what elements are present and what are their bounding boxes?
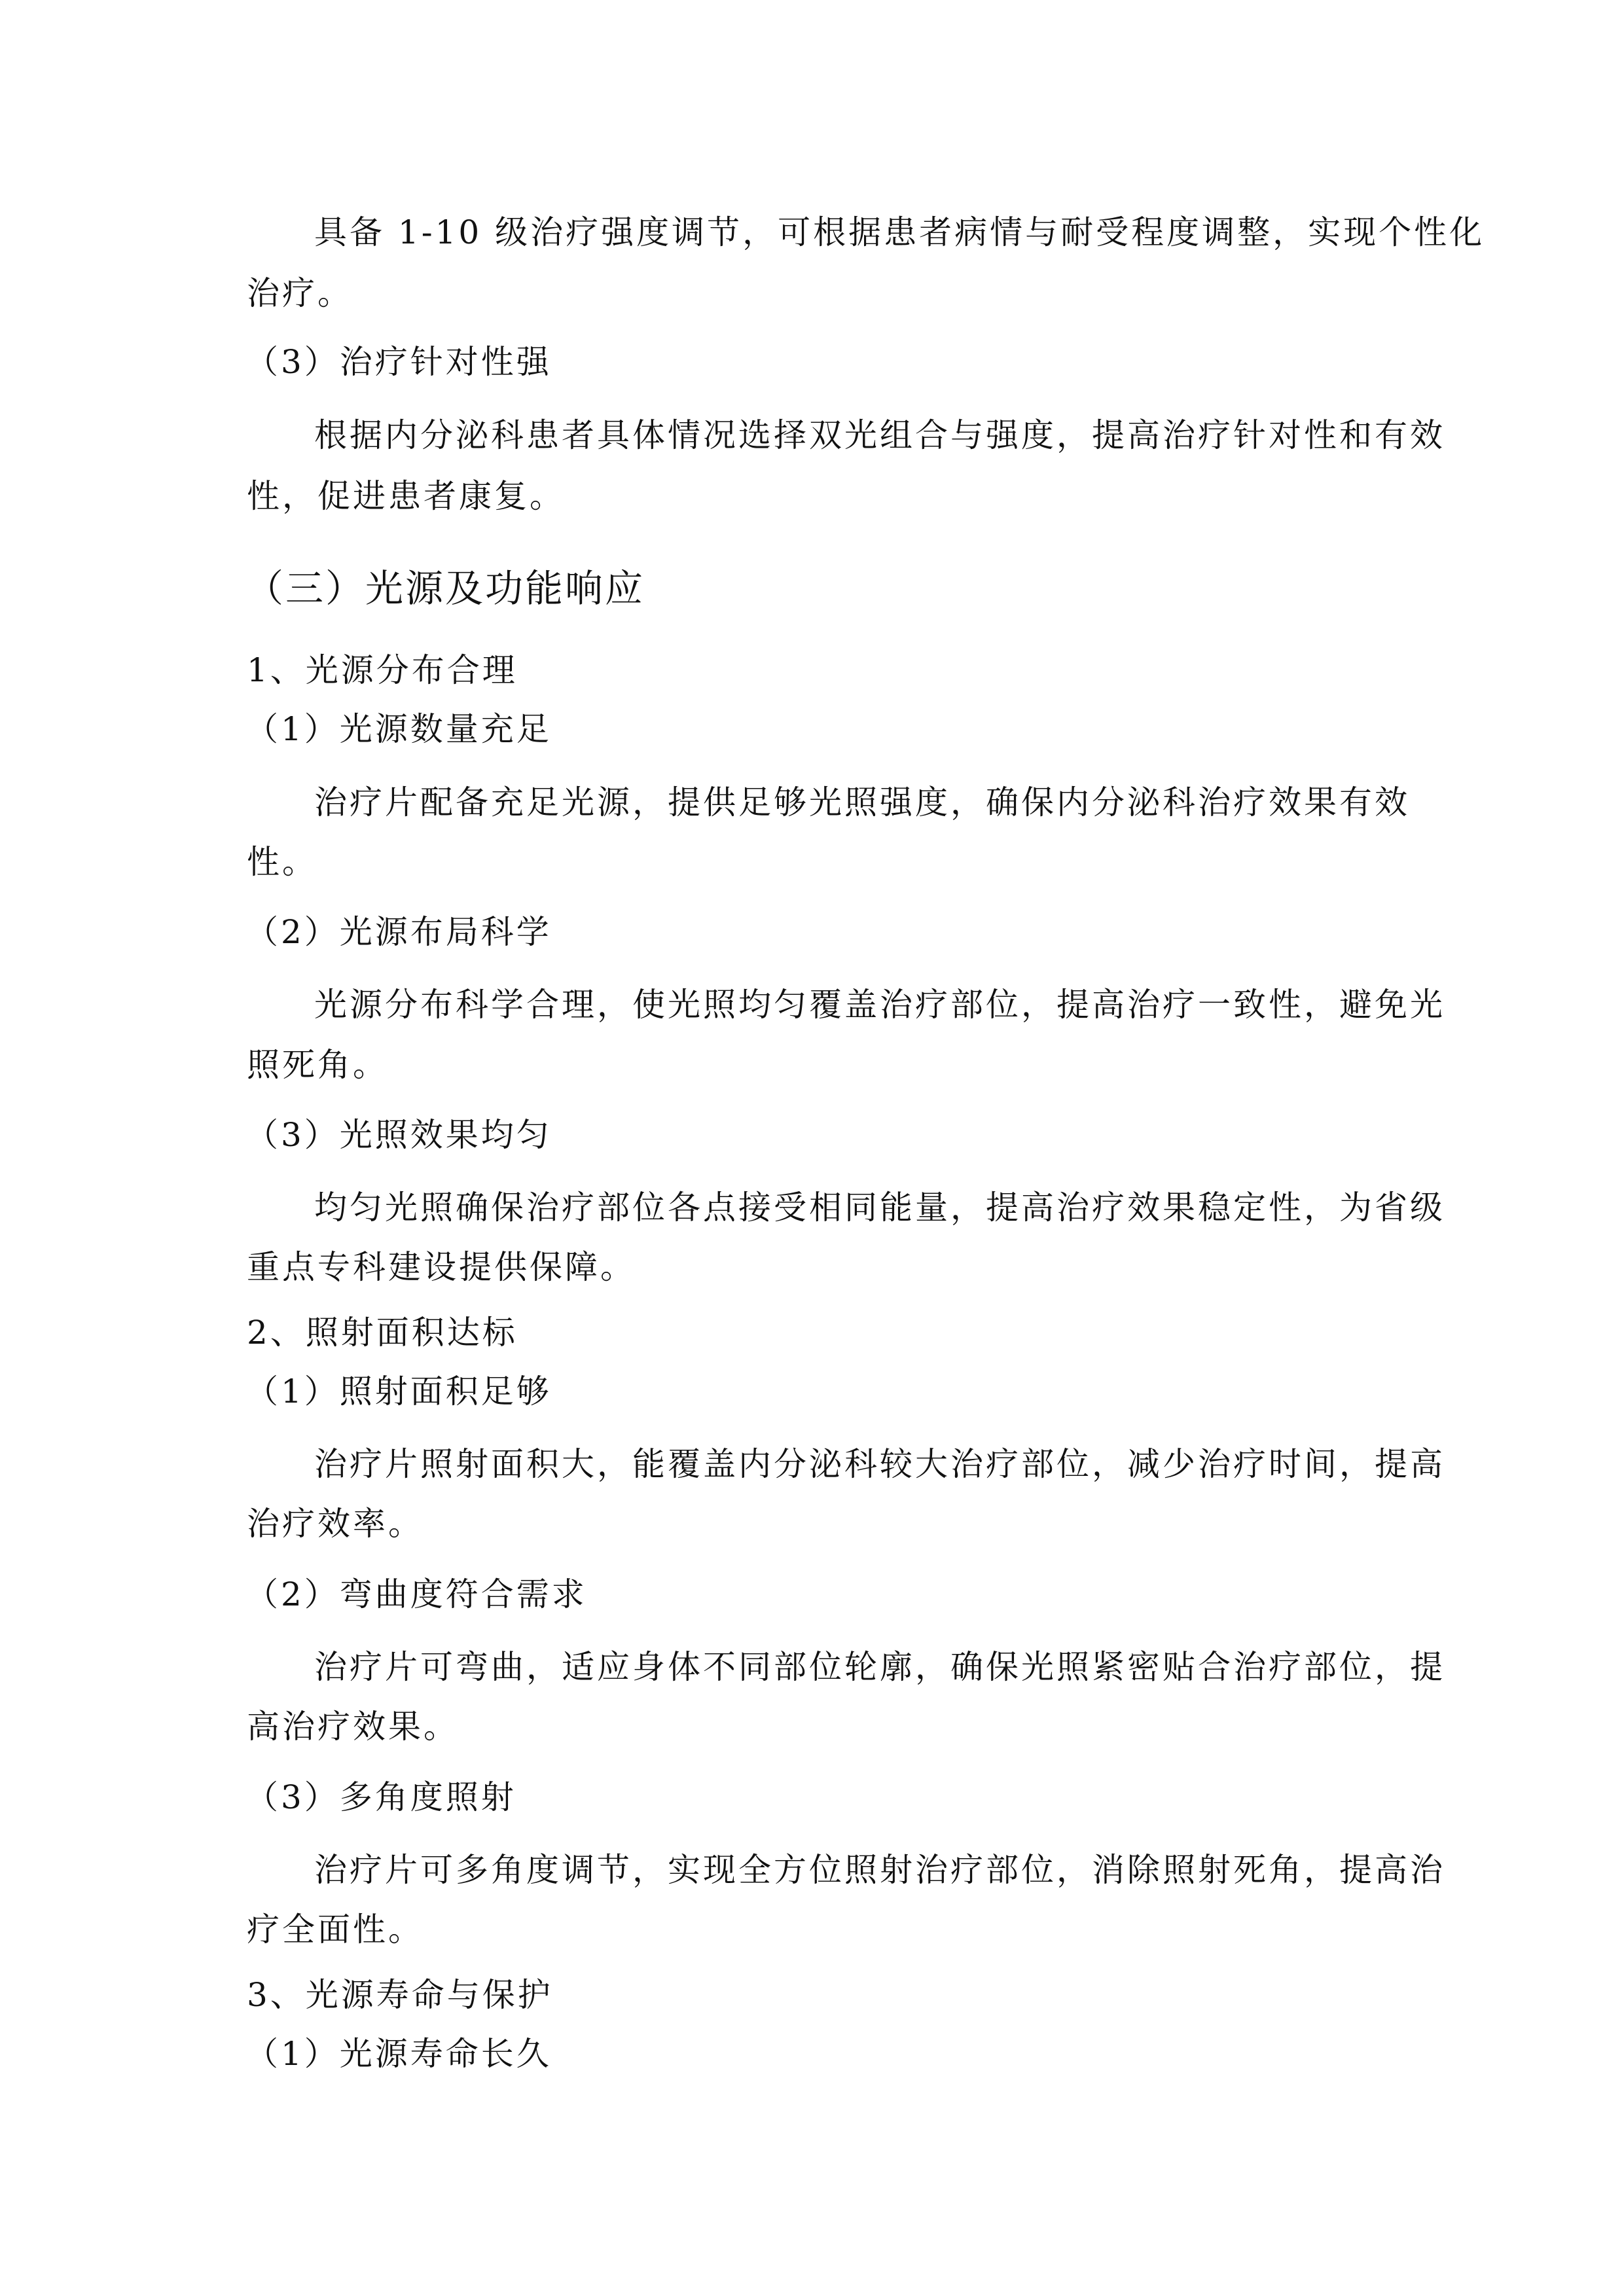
- paragraph-line: 照死角。: [247, 1046, 388, 1084]
- subsection-heading: （3）多角度照射: [245, 1778, 516, 1816]
- paragraph-line: 高治疗效果。: [247, 1708, 459, 1746]
- paragraph-line: 光源分布科学合理，使光照均匀覆盖治疗部位，提高治疗一致性，避免光: [314, 986, 1445, 1024]
- paragraph-line: 治疗效率。: [247, 1505, 424, 1543]
- paragraph-line: 性。: [247, 843, 317, 881]
- subsection-heading: （2）弯曲度符合需求: [245, 1575, 587, 1613]
- numbered-heading: 1、光源分布合理: [247, 651, 518, 689]
- paragraph-line: 治疗片可多角度调节，实现全方位照射治疗部位，消除照射死角，提高治: [314, 1851, 1445, 1889]
- subsection-heading: （3）光照效果均匀: [245, 1116, 552, 1154]
- paragraph-line: 均匀光照确保治疗部位各点接受相同能量，提高治疗效果稳定性，为省级: [314, 1189, 1445, 1227]
- subsection-heading: （1）照射面积足够: [245, 1372, 552, 1410]
- subsection-heading: （3）治疗针对性强: [245, 343, 552, 381]
- paragraph-line: 疗全面性。: [247, 1910, 424, 1948]
- paragraph-line: 治疗片配备充足光源，提供足够光照强度，确保内分泌科治疗效果有效: [314, 783, 1410, 821]
- section-heading: （三）光源及功能响应: [245, 566, 645, 611]
- paragraph-line: 治疗片照射面积大，能覆盖内分泌科较大治疗部位，减少治疗时间，提高: [314, 1445, 1445, 1483]
- paragraph-line: 具备 1-10 级治疗强度调节，可根据患者病情与耐受程度调整，实现个性化: [314, 213, 1485, 251]
- paragraph-line: 根据内分泌科患者具体情况选择双光组合与强度，提高治疗针对性和有效: [314, 416, 1445, 454]
- paragraph-line: 重点专科建设提供保障。: [247, 1248, 636, 1286]
- subsection-heading: （1）光源数量充足: [245, 710, 552, 748]
- subsection-heading: （1）光源寿命长久: [245, 2035, 552, 2073]
- paragraph-line: 治疗。: [247, 274, 353, 312]
- subsection-heading: （2）光源布局科学: [245, 913, 552, 951]
- numbered-heading: 3、光源寿命与保护: [247, 1976, 553, 2014]
- numbered-heading: 2、照射面积达标: [247, 1314, 518, 1352]
- paragraph-line: 治疗片可弯曲，适应身体不同部位轮廓，确保光照紧密贴合治疗部位，提: [314, 1648, 1445, 1686]
- paragraph-line: 性，促进患者康复。: [247, 477, 565, 515]
